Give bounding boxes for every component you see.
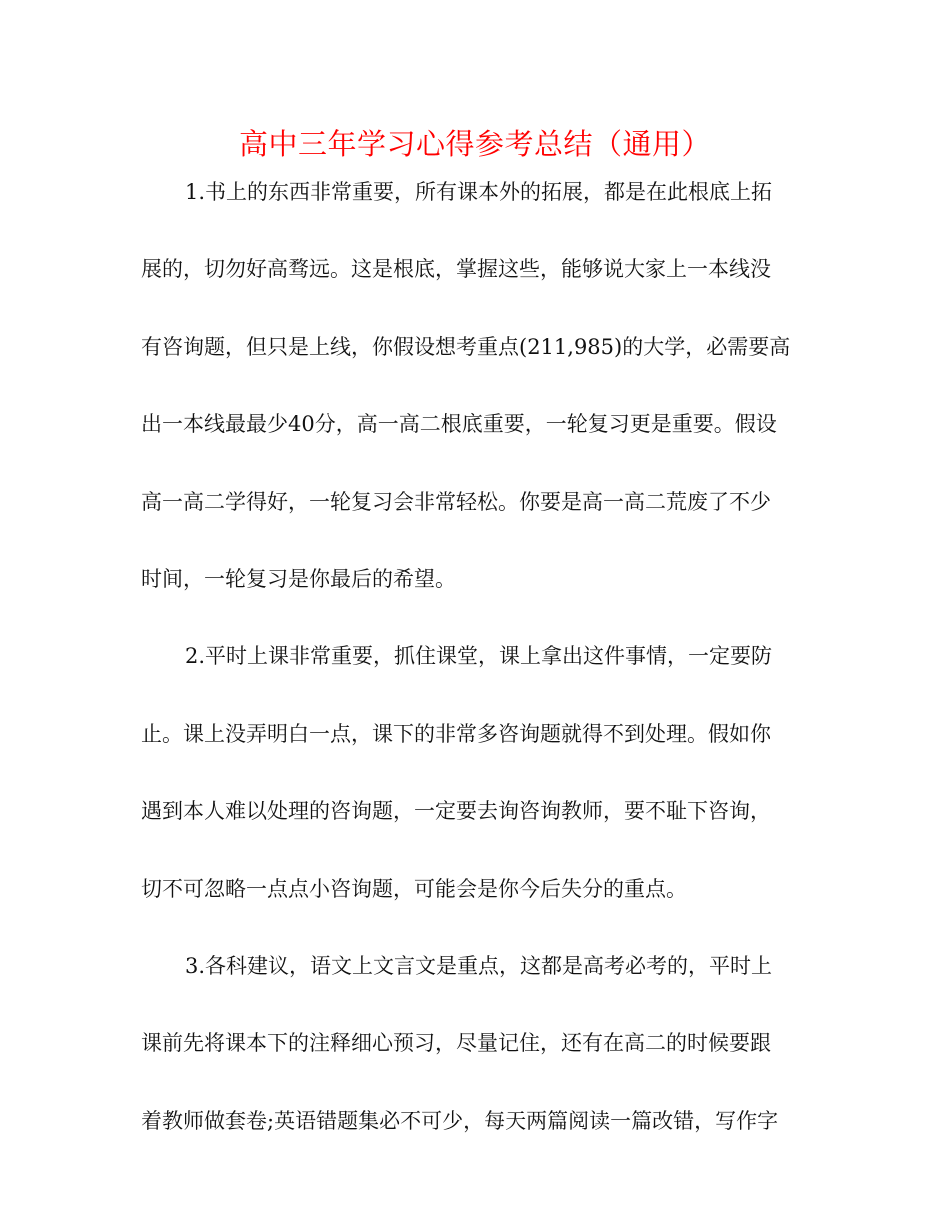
paragraph-1-line-5: 高一高二学得好，一轮复习会非常轻松。你要是高一高二荒废了不少 [141,489,771,514]
paragraph-1-line-6: 时间，一轮复习是你最后的希望。 [141,566,456,591]
document-title: 高中三年学习心得参考总结（通用） [238,127,711,161]
paragraph-1-line-2: 展的，切勿好高骛远。这是根底，掌握这些，能够说大家上一本线没 [141,257,771,282]
document-body [141,170,809,1176]
paragraph-2-line-3: 遇到本人难以处理的咨询题，一定要去询咨询教师，要不耻下咨询， [141,799,771,824]
paragraph-2-line-4: 切不可忽略一点点小咨询题，可能会是你今后失分的重点。 [141,876,687,901]
paragraph-3-line-3: 着教师做套卷;英语错题集必不可少，每天两篇阅读一篇改错，写作字 [141,1108,779,1133]
paragraph-1-line-1: 1.书上的东西非常重要，所有课本外的拓展，都是在此根底上拓 [185,180,773,204]
paragraph-2-line-2: 止。课上没弄明白一点，课下的非常多咨询题就得不到处理。假如你 [141,721,771,746]
paragraph-1-line-4: 出一本线最最少40分，高一高二根底重要，一轮复习更是重要。假设 [141,412,777,437]
paragraph-3-line-1: 3.各科建议，语文上文言文是重点，这都是高考必考的，平时上 [185,953,773,978]
paragraph-2-line-1: 2.平时上课非常重要，抓住课堂，课上拿出这件事情，一定要防 [185,644,773,669]
paragraph-1-line-3: 有咨询题，但只是上线，你假设想考重点(211,985)的大学，必需要高 [141,334,791,359]
paragraph-3-line-2: 课前先将课本下的注释细心预习，尽量记住，还有在高二的时候要跟 [141,1031,771,1056]
